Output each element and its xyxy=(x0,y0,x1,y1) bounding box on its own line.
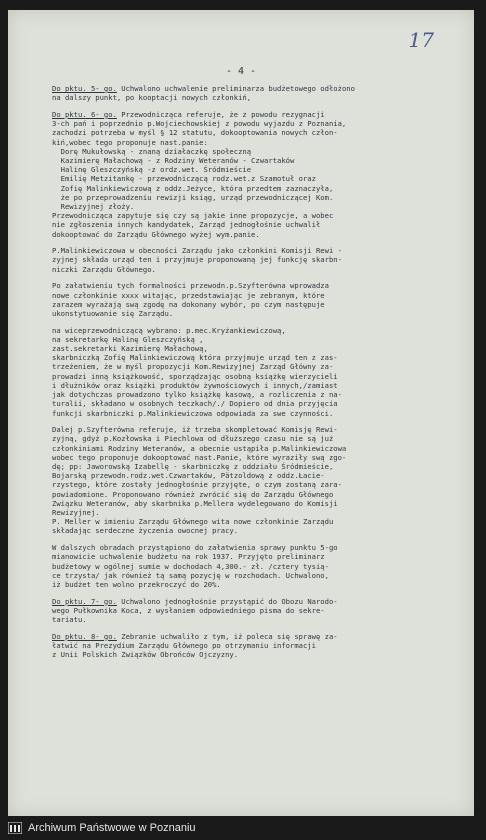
text-line xyxy=(52,390,464,399)
line-text: wego Pułkownika Koca, z wysłaniem odpowiedniego pisma do sekre- xyxy=(52,605,325,615)
line-text: zyjną, gdyż p.Kozłowska i Piechlowa od dłuższego czasu nie są już xyxy=(52,434,334,444)
line-text: Dalej p.Szyfterówna referuje, iż trzeba skompletować Komisję Rewi- xyxy=(52,425,338,435)
document-page xyxy=(8,10,474,816)
text-line xyxy=(52,291,464,300)
line-text: mianowicie uchwalenie budżetu na rok 1937. Przyjęto preliminarz xyxy=(52,552,325,562)
line-text: Zofię Malinkiewiczową z oddz.Jeżyce, która przedtem zaznaczyła, xyxy=(52,183,334,193)
line-text: prowadzi inną książkowość, sporządzając osobną książkę wierzycieli xyxy=(52,371,338,381)
text-line xyxy=(52,606,464,615)
text-line xyxy=(52,562,464,571)
line-text: Rewizyjnej. xyxy=(52,508,100,518)
line-text: powiadomione. Proponowano również zwrócić się do Zarządu Głównego xyxy=(52,489,334,499)
text-line xyxy=(52,615,464,624)
archive-logo-icon xyxy=(8,822,22,834)
line-text: Rewizyjnej złoży. xyxy=(52,201,135,211)
line-text: zachodzi potrzeba w myśl § 12 statutu, dokooptowania nowych człon- xyxy=(52,128,338,138)
line-text: składając serdeczne życzenia owocnej pracy. xyxy=(52,526,239,536)
line-text: zyjnej składa urząd ten i przyjmuje proponowaną jej funkcję skarbn- xyxy=(52,255,342,265)
line-text: Halinę Gleszczyńską -z ordz.wet. Śródmieście xyxy=(52,165,252,175)
text-line xyxy=(52,453,464,462)
line-text: na wiceprzewodniczącą wybrano: p.mec.Kryżankiewiczową, xyxy=(52,325,286,335)
line-text: Związku Weteranów, aby skarbnika p.Mellera wydelegowano do Komisji xyxy=(52,498,338,508)
text-line xyxy=(52,265,464,274)
text-line xyxy=(52,434,464,443)
archive-footer xyxy=(0,816,486,840)
line-text: P.Malinkiewiczowa w obecności Zarządu jako członkini Komisji Rewi - xyxy=(52,246,342,256)
line-text: P. Meller w imieniu Zarządu Głównego wita nowe członkinie Zarządu xyxy=(52,517,334,527)
text-line xyxy=(52,552,464,561)
text-line xyxy=(52,444,464,453)
line-text: ce trzysta/ jak również tą samą pozycję w rozchodach. Uchwalono, xyxy=(52,570,329,580)
paragraph xyxy=(52,543,464,589)
point-heading: Do pktu. 8- go. xyxy=(52,631,117,641)
text-line xyxy=(52,230,464,239)
text-line xyxy=(52,119,464,128)
line-text: rzystego, które zostały jednogłośnie przyjęte, o czym zostaną zara- xyxy=(52,480,342,490)
text-line xyxy=(52,110,464,119)
line-text: 3-ch pań i poprzednio p.Wojciechowskiej z powodu wyjazdu z Poznania, xyxy=(52,119,347,129)
text-line xyxy=(52,580,464,589)
paragraph xyxy=(52,597,464,625)
line-text: Dorę Mukułowską - znaną działaczkę społeczną xyxy=(52,146,252,156)
text-line xyxy=(52,246,464,255)
line-text: wobec tego proponuje dokooptować nast.Panie, które wyraziły swą zgo- xyxy=(52,452,347,462)
document-body xyxy=(52,84,464,667)
line-text: budżetowy w ogólnej sumie w dochodach 4,300.- zł. /cztery tysią- xyxy=(52,561,329,571)
line-text: iż budżet ten wolno przekroczyć do 20%. xyxy=(52,579,221,589)
text-line xyxy=(52,138,464,147)
line-text: zarazem wyrażają swą zgodę na dokonany wybór, po czym następuje xyxy=(52,299,325,309)
point-heading: Do pktu. 6- go. xyxy=(52,109,117,119)
line-text: członkiniami Rodziny Weteranów, a obecnie ustąpiła p.Malinkiewiczowa xyxy=(52,443,347,453)
text-line xyxy=(52,641,464,650)
text-line xyxy=(52,650,464,659)
line-text: ukonstytuowanie się Zarządu. xyxy=(52,308,174,318)
paragraph xyxy=(52,326,464,418)
text-line xyxy=(52,211,464,220)
line-text: jak dotychczas prowadzono tylko książkę kasową, a rozliczenia z na- xyxy=(52,390,342,400)
text-line xyxy=(52,174,464,183)
text-line xyxy=(52,344,464,353)
text-line xyxy=(52,128,464,137)
line-text: funkcji skarbniczki p.Malinkiewiczowa odpowiada za swe czynności. xyxy=(52,408,334,418)
page-number: - 4 - xyxy=(225,66,257,77)
text-line xyxy=(52,220,464,229)
text-line xyxy=(52,526,464,535)
line-text: Przewodnicząca referuje, że z powodu rezygnacji xyxy=(116,109,325,119)
text-line xyxy=(52,597,464,606)
text-line xyxy=(52,335,464,344)
line-text: Przewodnicząca zapytuje się czy są jakie inne propozycje, a wobec xyxy=(52,211,334,221)
text-line xyxy=(52,508,464,517)
line-text: skarbniczką Zofię Malinkiewiczową która przyjmuje urząd ten z zas- xyxy=(52,353,338,363)
text-line xyxy=(52,300,464,309)
line-text: Zebranie uchwaliło z tym, iż poleca się sprawę za- xyxy=(116,631,338,641)
text-line xyxy=(52,84,464,93)
paragraph xyxy=(52,632,464,660)
line-text: nowe członkinie xxxx witając, przedstawiając je zebranym, które xyxy=(52,290,325,300)
line-text: turalii, składano w osobnych teczkach/./ Dopiero od dnia przyjęcia xyxy=(52,399,338,409)
line-text: że po przeprowadzeniu rewizji ksiąg, urząd przewodniczącej Kom. xyxy=(52,192,334,202)
paragraph xyxy=(52,110,464,239)
text-line xyxy=(52,184,464,193)
line-text: na sekretarkę Halinę Gleszczyńską , xyxy=(52,334,204,344)
handwritten-page-number: 17 xyxy=(408,28,434,52)
text-line xyxy=(52,156,464,165)
text-line xyxy=(52,202,464,211)
line-text: Kazimierę Małachową - z Rodziny Weteranów - Czwartaków xyxy=(52,155,295,165)
text-line xyxy=(52,93,464,102)
line-text: łatwić na Prezydium Zarządu Głównego po otrzymaniu informacji xyxy=(52,640,316,650)
line-text: i dłużników oraz książki produktów żywnościowych i innych,/zamiast xyxy=(52,380,338,390)
line-text: dokooptować do Zarządu Głównego wyżej wym.panie. xyxy=(52,229,260,239)
text-line xyxy=(52,193,464,202)
text-line xyxy=(52,165,464,174)
text-line xyxy=(52,362,464,371)
line-text: trzeżeniem, że w myśl propozycji Kom.Rewizyjnej Zarząd Główny za- xyxy=(52,362,334,372)
line-text: nie zgłoszenia innych kandydatek, Zarząd jednogłośnie uchwalił xyxy=(52,220,321,230)
line-text: Uchwalono jednogłośnie przystąpić do Obozu Narodo- xyxy=(116,596,338,606)
line-text: zast.sekretarki Kazimierę Małachową, xyxy=(52,344,208,354)
line-text: Uchwalono uchwalenie preliminarza budżetowego odłożono xyxy=(116,84,355,93)
text-line xyxy=(52,490,464,499)
text-line xyxy=(52,326,464,335)
paragraph xyxy=(52,246,464,274)
point-heading: Do pktu. 7- go. xyxy=(52,596,117,606)
text-line xyxy=(52,353,464,362)
line-text: kiń,wobec tego proponuje nast.panie: xyxy=(52,137,208,147)
line-text: Bojarską przewodn.rodz.wet.Czwartaków, Pätzoldową z oddz.Łacie- xyxy=(52,471,325,481)
line-text: dę; pp: Jaworowską Izabellę - skarbniczkę z oddziału Śródmieście, xyxy=(52,462,334,472)
text-line xyxy=(52,309,464,318)
line-text: tariatu. xyxy=(52,615,87,625)
text-line xyxy=(52,543,464,552)
point-heading: Do pktu. 5- go. xyxy=(52,84,117,93)
paragraph xyxy=(52,425,464,535)
paragraph xyxy=(52,281,464,318)
line-text: Po załatwieniu tych formalności przewodn.p.Szyfterówna wprowadza xyxy=(52,281,329,291)
text-line xyxy=(52,480,464,489)
text-line xyxy=(52,632,464,641)
text-line xyxy=(52,255,464,264)
text-line xyxy=(52,425,464,434)
text-line xyxy=(52,462,464,471)
line-text: niczki Zarządu Głównego. xyxy=(52,264,156,274)
text-line xyxy=(52,499,464,508)
text-line xyxy=(52,381,464,390)
text-line xyxy=(52,399,464,408)
archive-name: Archiwum Państwowe w Poznaniu xyxy=(28,822,196,834)
text-line xyxy=(52,409,464,418)
line-text: z Unii Polskich Związków Obrońców Ojczyzny. xyxy=(52,650,239,660)
line-text: na dalszy punkt, po kooptacji nowych członkiń, xyxy=(52,93,252,103)
line-text: Emilię Metzitankę - przewodniczącą rodz.wet.z Szamotuł oraz xyxy=(52,174,316,184)
text-line xyxy=(52,147,464,156)
text-line xyxy=(52,571,464,580)
line-text: W dalszych obradach przystąpiono do załatwienia sprawy punktu 5-go xyxy=(52,543,338,553)
paragraph xyxy=(52,84,464,102)
text-line xyxy=(52,517,464,526)
text-line xyxy=(52,471,464,480)
text-line xyxy=(52,372,464,381)
text-line xyxy=(52,281,464,290)
